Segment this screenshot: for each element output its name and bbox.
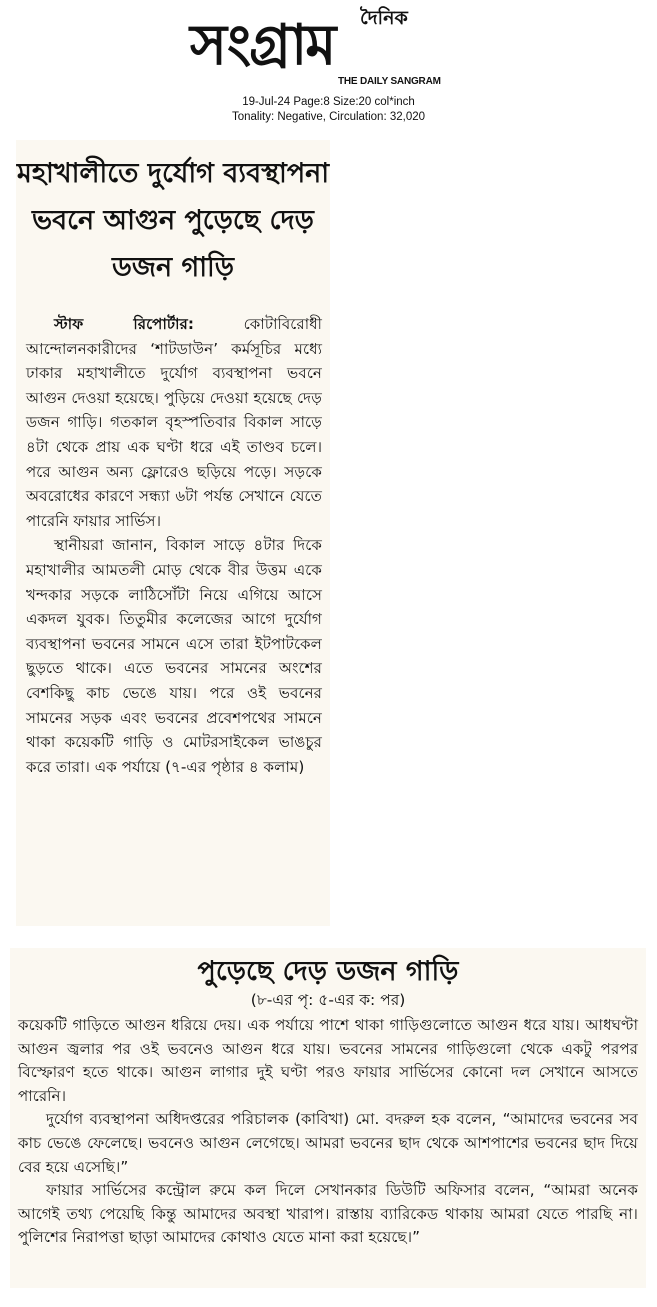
article-headline: মহাখালীতে দুর্যোগ ব্যবস্থাপনা ভবনে আগুন পুড়েছে দেড় ডজন গাড়ি xyxy=(16,158,330,283)
masthead-english-name: THE DAILY SANGRAM xyxy=(338,76,441,87)
article-paragraph: দুর্যোগ ব্যবস্থাপনা অধিদপ্তরের পরিচালক (কাবিখা) মো. বদরুল হক বলেন, “আমাদের ভবনের সব কাচ ভেঙে ফেলেছে। ভবনেও আগুন লেগেছে। আমরা ভবনের ছাদ থেকে আশপাশের ভবনের ছাদ দিয়ে বের হয়ে এসেছি।” xyxy=(18,1110,638,1176)
continued-jump-line: (৮-এর পৃ: ৫-এর ক: পর) xyxy=(250,991,406,1009)
clipping-meta-date-page: 19-Jul-24 Page:8 Size:20 col*inch xyxy=(242,96,415,108)
masthead xyxy=(0,0,657,95)
paragraph-text: কোটাবিরোধী আন্দোলনকারীদের ‘শাটডাউন’ কর্মসূচির মধ্যে ঢাকার মহাখালীতে দুর্যোগ ব্যবস্থাপনা ভবনে আগুন দেওয়া হয়েছে। পুড়িয়ে দেওয়া হয়েছে দেড় ডজন গাড়ি। গতকাল বৃহস্পতিবার বিকাল সাড়ে ৪টা থেকে প্রায় এক ঘণ্টা ধরে এই তাণ্ডব চলে। পরে আগুন অন্য ফ্লোরেও ছড়িয়ে পড়ে। সড়কে অবরোধের কারণে সন্ধ্যা ৬টা পর্যন্ত সেখানে যেতে পারেনি ফায়ার সার্ভিস। xyxy=(26,315,323,530)
clipping-meta-tonality: Tonality: Negative, Circulation: 32,020 xyxy=(231,111,426,123)
article-clipping-front xyxy=(16,140,330,926)
article-paragraph: কয়েকটি গাড়িতে আগুন ধরিয়ে দেয়। এক পর্যায়ে পাশে থাকা গাড়িগুলোতে আগুন ধরে যায়। আধঘণ্টা আগুন জ্বলার পর ওই ভবনেও আগুন ধরে যায়। ভবনের সামনের গাড়িগুলো থেকে একটু পরপর বিস্ফোরণ হতে থাকে। আগুন লাগার দুই ঘণ্টা পরও ফায়ার সার্ভিসের কোনো দল সেখানে আসতে পারেনি। xyxy=(18,1016,638,1105)
masthead-dainik: দৈনিক xyxy=(360,7,408,29)
article-clipping-continued xyxy=(10,948,646,1288)
article-body xyxy=(26,312,322,779)
article-paragraph: স্থানীয়রা জানান, বিকাল সাড়ে ৪টার দিকে মহাখালীর আমতলী মোড় থেকে বীর উত্তম একে খন্দকার সড়কে লাঠিসোঁটা নিয়ে এগিয়ে আসে একদল যুবক। তিতুমীর কলেজের আগে দুর্যোগ ব্যবস্থাপনা ভবনের সামনে এসে তারা ইটপাটকেল ছুড়তে থাকে। এতে ভবনের সামনের অংশের বেশকিছু কাচ ভেঙে যায়। পরে ওই ভবনের সামনের সড়ক এবং ভবনের প্রবেশপথের সামনে থাকা কয়েকটি গাড়ি ও মোটরসাইকেল ভাঙচুর করে তারা। এক পর্যায়ে (৭-এর পৃষ্ঠার ৪ কলাম) xyxy=(26,536,322,776)
masthead-logo: সংগ্রাম xyxy=(190,13,335,78)
continued-body xyxy=(18,1014,638,1250)
article-paragraph xyxy=(26,312,322,533)
article-paragraph: ফায়ার সার্ভিসের কন্ট্রোল রুমে কল দিলে সেখানকার ডিউটি অফিসার বলেন, “আমরা অনেক আগেই তথ্য পেয়েছি কিন্তু আমাদের অবস্থা খারাপ। রাস্তায় ব্যারিকেড থাকায় আমরা যেতে পারছি না। পুলিশের নিরাপত্তা ছাড়া আমাদের কোথাও যেতে মানা করা হয়েছে।” xyxy=(18,1181,638,1247)
continued-headline: পুড়েছে দেড় ডজন গাড়ি xyxy=(197,956,459,987)
byline: স্টাফ রিপোর্টার: xyxy=(54,315,194,333)
